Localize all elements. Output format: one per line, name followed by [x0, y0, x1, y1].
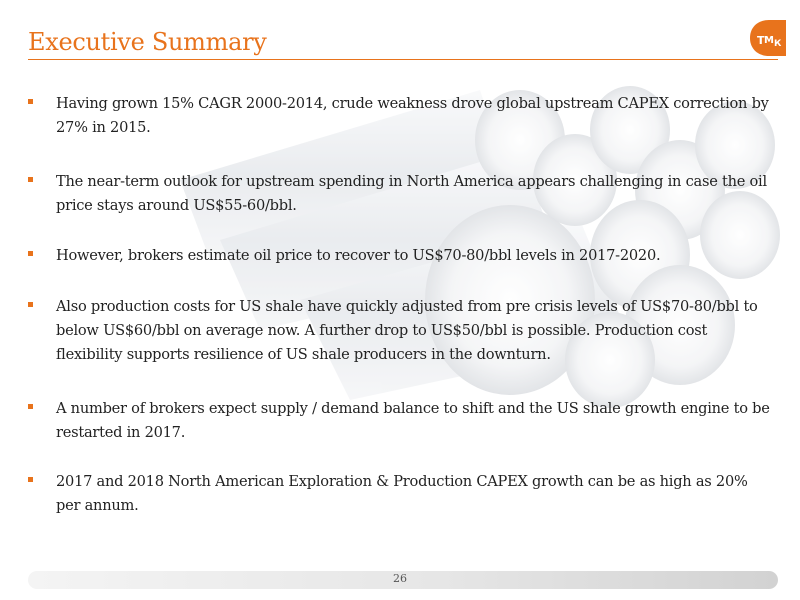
- page-number: 26: [393, 572, 407, 585]
- title-divider: [28, 59, 778, 60]
- svg-text:М: М: [764, 35, 774, 46]
- tmk-logo-icon: [748, 18, 788, 58]
- bullet-text: A number of brokers expect supply / demand balance to shift and the US shale growth engine to be restarted in 2017.: [56, 400, 770, 441]
- bullet-marker: [28, 251, 33, 256]
- bullet-text: 2017 and 2018 North American Exploration & Production CAPEX growth can be as high as 20% per annum.: [56, 473, 748, 514]
- bullet-marker: [28, 404, 33, 409]
- bullet-marker: [28, 302, 33, 307]
- svg-text:К: К: [774, 39, 782, 49]
- bullet-text: The near-term outlook for upstream spending in North America appears challenging in case the oil price stays around US$55-60/bbl.: [56, 173, 767, 214]
- bullet-text: Having grown 15% CAGR 2000-2014, crude weakness drove global upstream CAPEX correction by 27% in 2015.: [56, 95, 769, 136]
- bullet-text: However, brokers estimate oil price to recover to US$70-80/bbl levels in 2017-2020.: [56, 247, 661, 264]
- bullet-marker: [28, 99, 33, 104]
- bullet-marker: [28, 477, 33, 482]
- bullet-text: Also production costs for US shale have quickly adjusted from pre crisis levels of US$70-80/bbl to below US$60/bbl on average now. A further drop to US$50/bbl is possible. Production cost flexibility supports resilience of US shale producers in the downturn.: [56, 298, 758, 363]
- page-title: Executive Summary: [28, 28, 267, 56]
- svg-text:Т: Т: [757, 34, 765, 47]
- bullet-marker: [28, 177, 33, 182]
